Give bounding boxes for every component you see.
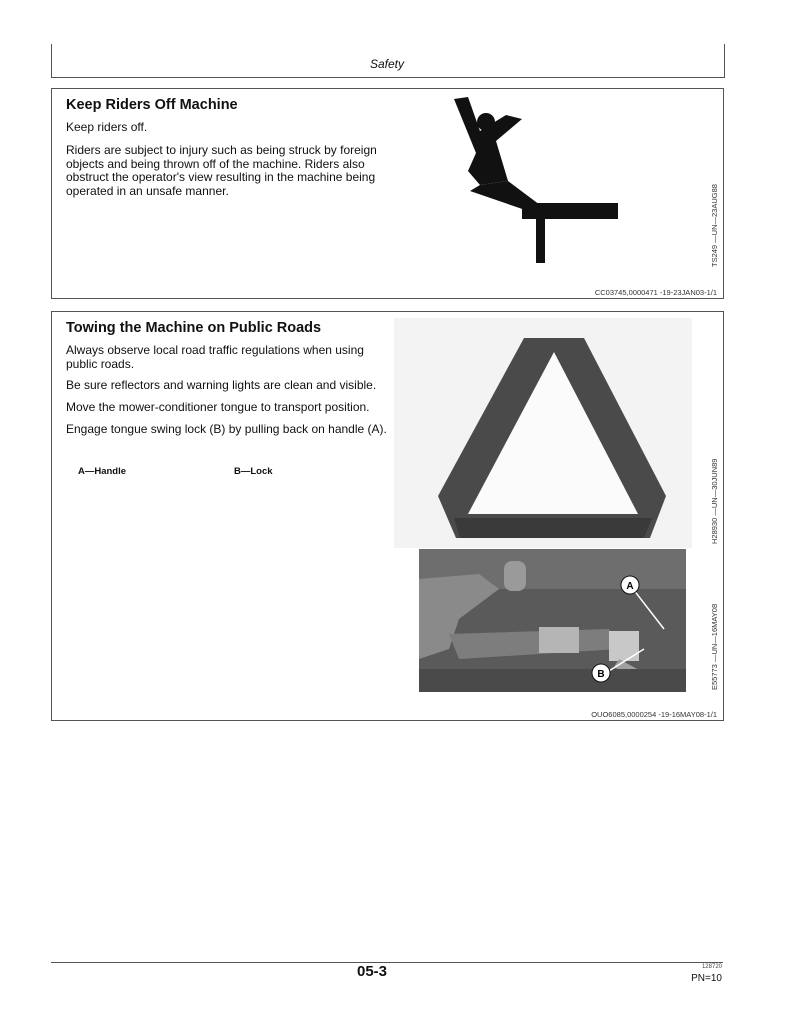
paragraph: Engage tongue swing lock (B) by pulling back on handle (A). [66, 422, 387, 436]
pn-label: PN=10 [691, 973, 722, 984]
paragraph: Move the mower-conditioner tongue to transport position. [66, 400, 370, 414]
paragraph: Keep riders off. [66, 120, 148, 134]
paragraph: Always observe local road traffic regulations when using public roads. [66, 343, 364, 371]
section-keep-riders-off [51, 88, 724, 299]
paragraph: Be sure reflectors and warning lights are clean and visible. [66, 378, 377, 392]
photo-callout-b: B [597, 669, 605, 680]
photo-callout-a: A [626, 581, 634, 592]
rider-warning-pictogram [450, 95, 625, 267]
footer-code: 128720 [701, 964, 722, 970]
section-title: Keep Riders Off Machine [66, 97, 238, 113]
paragraph: Riders are subject to injury such as being struck by foreign objects and being thrown off of the machine. Riders also obstruct the operator's view resulting in the machine being operated in an unsafe manner. [66, 143, 377, 198]
reference-code: CC03745,0000471 -19-23JAN03-1/1 [594, 288, 717, 297]
reference-code: OUO6085,0000254 -19-16MAY08-1/1 [591, 710, 717, 719]
section-towing-public-roads [51, 311, 724, 721]
legend-b: B—Lock [234, 466, 273, 477]
image-code-label: TS249 —UN—23AUG88 [710, 184, 719, 267]
image-code-label: H28930 —UN—30JUN89 [710, 458, 719, 544]
legend-a: A—Handle [78, 466, 127, 477]
page-header-title: Safety [369, 57, 405, 71]
tongue-swing-lock-photo [419, 549, 686, 692]
image-code-label: E55773 —UN—16MAY08 [710, 603, 719, 690]
page-number: 05-3 [356, 963, 388, 980]
slow-moving-vehicle-emblem [394, 318, 692, 548]
section-title: Towing the Machine on Public Roads [66, 320, 322, 336]
